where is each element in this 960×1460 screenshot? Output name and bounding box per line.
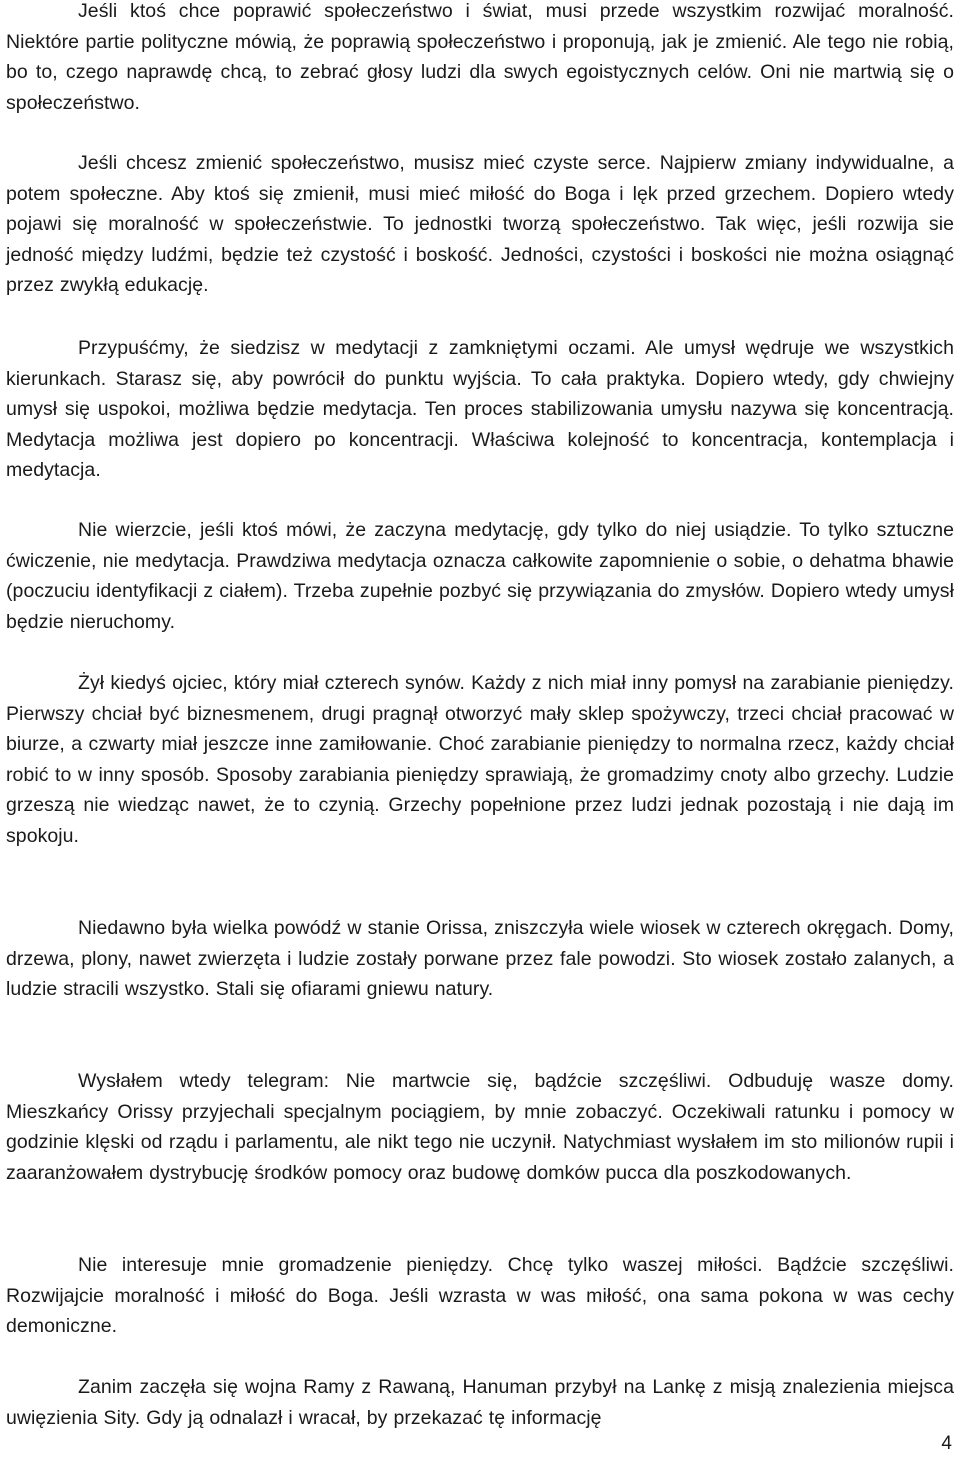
paragraph-8: Nie interesuje mnie gromadzenie pieniędzy. Chcę tylko waszej miłości. Bądźcie szczęśliwi. Rozwijajcie moralność i miłość do Boga. Jeśli wzrasta w was miłość, ona sama pokona w was cechy demoniczne. <box>6 1254 954 1338</box>
paragraph-3: Przypuśćmy, że siedzisz w medytacji z zamkniętymi oczami. Ale umysł wędruje we wszystkich kierunkach. Starasz się, aby powrócił do punktu wyjścia. To cała praktyka. Dopiero wtedy, gdy chwiejny umysł się uspokoi, możliwa będzie medytacja. Ten proces stabilizowania umysłu nazywa się koncentracją. Medytacja możliwa jest dopiero po koncentracji. Właściwa kolejność to koncentracja, kontemplacja i medytacja. <box>6 337 954 482</box>
paragraph-5: Żył kiedyś ojciec, który miał czterech synów. Każdy z nich miał inny pomysł na zarabianie pieniędzy. Pierwszy chciał być biznesmenem, drugi pragnął otworzyć mały sklep spożywczy, trzeci chciał pracować w biurze, a czwarty miał jeszcze inne zamiłowanie. Choć zarabianie pieniędzy to normalna rzecz, każdy chciał robić to w inny sposób. Sposoby zarabiania pieniędzy sprawiają, że gromadzimy cnoty albo grzechy. Ludzie grzeszą nie wiedząc nawet, że to czynią. Grzechy popełnione przez ludzi jednak pozostają i nie dają im spokoju. <box>6 672 954 847</box>
paragraph-9: Zanim zaczęła się wojna Ramy z Rawaną, Hanuman przybył na Lankę z misją znalezienia miejsca uwięzienia Sity. Gdy ją odnalazł i wracał, by przekazać tę informację <box>6 1376 954 1429</box>
paragraph-6: Niedawno była wielka powódź w stanie Orissa, zniszczyła wiele wiosek w czterech okręgach. Domy, drzewa, plony, nawet zwierzęta i ludzie zostały porwane przez fale powodzi. Sto wiosek zostało zalanych, a ludzie stracili wszystko. Stali się ofiarami gniewu natury. <box>6 917 954 1001</box>
page-number: 4 <box>941 1433 952 1454</box>
paragraph-7: Wysłałem wtedy telegram: Nie martwcie się, bądźcie szczęśliwi. Odbuduję wasze domy. Mieszkańcy Orissy przyjechali specjalnym pociągiem, by mnie zobaczyć. Oczekiwali ratunku i pomocy w godzinie klęski od rządu i parlamentu, ale nikt tego nie uczynił. Natychmiast wysłałem im sto milionów rupii i zaaranżowałem dystrybucję środków pomocy oraz budowę domków pucca dla poszkodowanych. <box>6 1070 954 1184</box>
paragraph-4: Nie wierzcie, jeśli ktoś mówi, że zaczyna medytację, gdy tylko do niej usiądzie. To tylko sztuczne ćwiczenie, nie medytacja. Prawdziwa medytacja oznacza całkowite zapomnienie o sobie, o dehatma bhawie (poczuciu identyfikacji z ciałem). Trzeba zupełnie pozbyć się przywiązania do zmysłów. Dopiero wtedy umysł będzie nieruchomy. <box>6 519 954 633</box>
paragraph-1: Jeśli ktoś chce poprawić społeczeństwo i świat, musi przede wszystkim rozwijać moralność. Niektóre partie polityczne mówią, że poprawią społeczeństwo i proponują, jak je zmienić. Ale tego nie robią, bo to, czego naprawdę chcą, to zebrać głosy ludzi dla swych egoistycznych celów. Oni nie martwią się o społeczeństwo. <box>6 0 954 114</box>
paragraph-2: Jeśli chcesz zmienić społeczeństwo, musisz mieć czyste serce. Najpierw zmiany indywidualne, a potem społeczne. Aby ktoś się zmienił, musi mieć miłość do Boga i lęk przed grzechem. Dopiero wtedy pojawi się moralność w społeczeństwie. To jednostki tworzą społeczeństwo. Tak więc, jeśli rozwija sie jedność między ludźmi, będzie też czystość i boskość. Jedności, czystości i boskości nie można osiągnąć przez zwykłą edukację. <box>6 152 954 297</box>
document-page <box>6 0 954 1460</box>
